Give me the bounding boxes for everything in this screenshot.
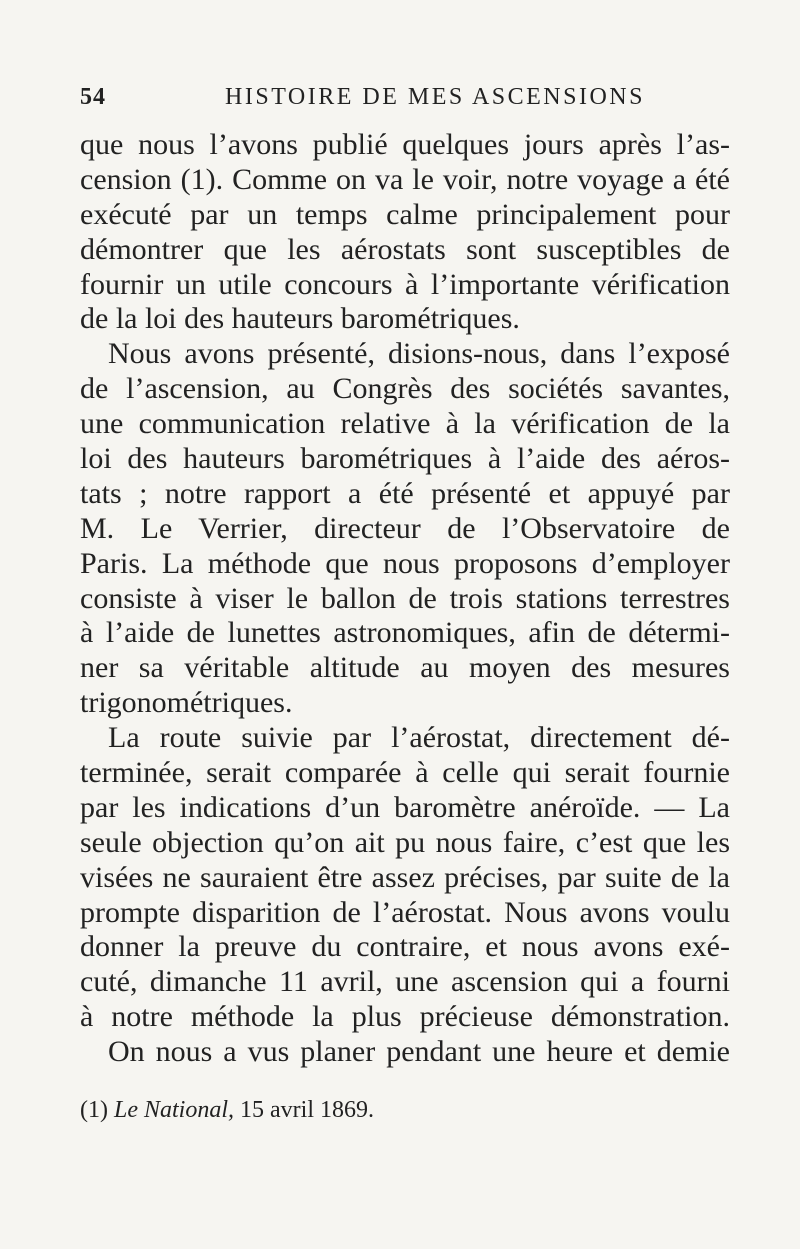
text-line: que nous l’avons publié quelques jours après l’as-	[80, 128, 730, 161]
text-line: Nous avons présenté, disions-nous, dans l’exposé	[108, 337, 730, 371]
footnote-date: 15 avril 1869.	[240, 1097, 374, 1123]
footnote-journal: Le National,	[113, 1097, 234, 1123]
text-line: tats ; notre rapport a été présenté et appuyé par	[80, 476, 730, 510]
text-line: cension (1). Comme on va le voir, notre voyage a été	[80, 162, 730, 196]
text-line: M. Le Verrier, directeur de l’Observatoire de	[80, 511, 730, 545]
text-line: cuté, dimanche 11 avril, une ascension qui a fourni	[80, 965, 730, 999]
footnote	[80, 1097, 730, 1124]
text-line: fournir un utile concours à l’importante vérification	[80, 267, 730, 301]
text-line: par les indications d’un baromètre anéroïde. — La	[80, 790, 730, 824]
footnote-marker: (1)	[80, 1097, 108, 1123]
body-text	[80, 128, 730, 1070]
page-number: 54	[80, 84, 106, 110]
text-line: On nous a vus planer pendant une heure et demie	[108, 1035, 730, 1069]
text-line: trigonométriques.	[80, 686, 293, 720]
text-line: une communication relative à la vérification de la	[80, 407, 730, 441]
text-line: loi des hauteurs barométriques à l’aide des aéros-	[80, 442, 730, 476]
text-line: démontrer que les aérostats sont susceptibles de	[80, 232, 730, 266]
text-line: La route suivie par l’aérostat, directement dé-	[108, 721, 730, 755]
text-line: donner la preuve du contraire, et nous avons exé-	[80, 930, 730, 964]
page-header	[80, 84, 730, 116]
text-line: visées ne sauraient être assez précises, par suite de la	[80, 860, 730, 894]
text-line: consiste à viser le ballon de trois stations terrestres	[80, 581, 730, 615]
text-line: Paris. La méthode que nous proposons d’employer	[80, 546, 730, 580]
text-line: terminée, serait comparée à celle qui serait fournie	[80, 756, 730, 790]
text-line: prompte disparition de l’aérostat. Nous avons voulu	[80, 895, 730, 929]
text-line: exécuté par un temps calme principalement pour	[80, 197, 730, 231]
text-line: ner sa véritable altitude au moyen des mesures	[80, 651, 730, 685]
text-line: de l’ascension, au Congrès des sociétés savantes,	[80, 372, 730, 406]
text-line: à notre méthode la plus précieuse démonstration.	[80, 1000, 730, 1034]
running-title: HISTOIRE DE MES ASCENSIONS	[225, 84, 645, 110]
text-line: à l’aide de lunettes astronomiques, afin de détermi-	[80, 616, 730, 650]
text-line: de la loi des hauteurs barométriques.	[80, 302, 520, 336]
text-line: seule objection qu’on ait pu nous faire, c’est que les	[80, 825, 730, 859]
